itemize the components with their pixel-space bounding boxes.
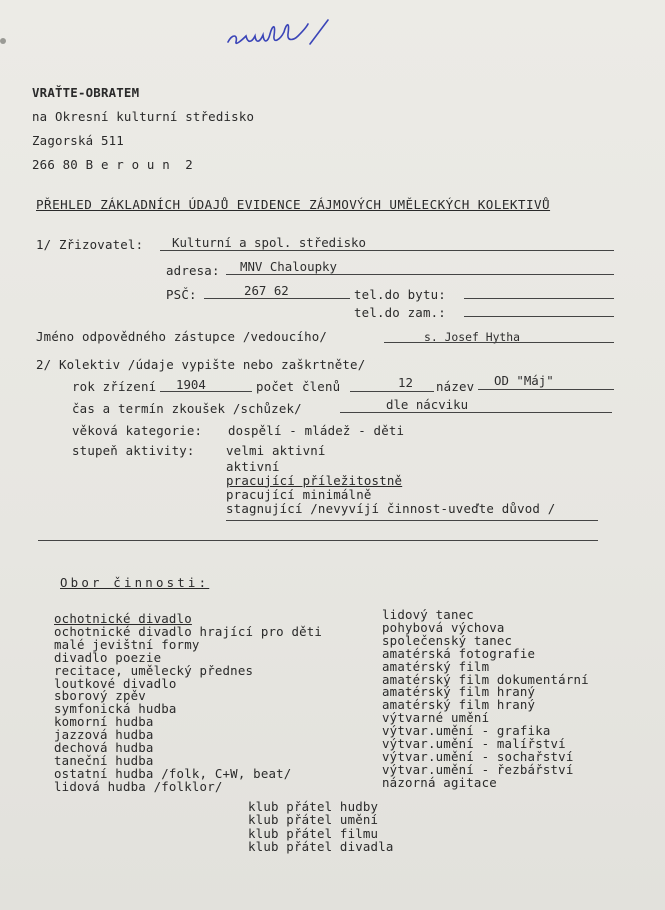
fill-line (204, 298, 350, 299)
obor-left-item: dechová hudba (54, 740, 154, 755)
value-zrizovatel: Kulturní a spol. středisko (172, 235, 366, 250)
obor-left-item: recitace, umělecký přednes (54, 662, 254, 678)
obor-right-item: výtvar.umění - sochařství (382, 748, 574, 764)
obor-club-item: klub přátel divadla (248, 839, 394, 855)
obor-left-item: divadlo poezie (54, 649, 162, 665)
vekova-kategorie-options: dospělí - mládež - děti (228, 423, 405, 438)
return-notice: VRAŤTE-OBRATEM (32, 85, 140, 100)
label-pocet: počet členů (256, 379, 341, 394)
recipient-city: 266 80 B e r o u n 2 (32, 157, 193, 172)
obor-right-item: výtvar.umění - malířství (382, 736, 566, 751)
fill-line (478, 389, 614, 390)
obor-left-item: symfonická hudba (54, 701, 177, 717)
handwritten-note (222, 14, 332, 54)
value-pocet: 12 (398, 375, 413, 390)
obor-right-item: lidový tanec (382, 607, 474, 622)
obor-left-item: ochotnické divadlo (54, 611, 192, 626)
obor-title: Obor činnosti: (60, 575, 210, 590)
fill-line (226, 274, 614, 275)
value-psc: 267 62 (244, 283, 289, 298)
obor-left-item: ochotnické divadlo hrající pro děti (54, 623, 323, 639)
obor-left-item: jazzová hudba (54, 727, 154, 743)
fill-line (160, 250, 614, 251)
form-title: PŘEHLED ZÁKLADNÍCH ÚDAJŮ EVIDENCE ZÁJMOVÝCH UMĚLECKÝCH KOLEKTIVŮ (36, 197, 551, 212)
recipient-street: Zagorská 511 (32, 133, 124, 148)
label-cas: čas a termín zkoušek /schůzek/ (72, 401, 302, 416)
label-stupen-aktivity: stupeň aktivity: (72, 443, 195, 458)
fill-line (160, 391, 252, 392)
value-rok: 1904 (176, 377, 206, 392)
obor-right-item: pohybová výchova (382, 619, 505, 635)
label-rok: rok zřízení (72, 379, 157, 394)
obor-club-item: klub přátel filmu (248, 825, 379, 841)
obor-left-item: ostatní hudba /folk, C+W, beat/ (54, 765, 292, 781)
label-psc: PSČ: (166, 287, 197, 302)
value-cas: dle nácviku (386, 397, 469, 412)
obor-left-item: lidová hudba /folklor/ (54, 778, 223, 794)
fill-line (226, 520, 598, 521)
fill-line (464, 298, 614, 299)
obor-right-item: výtvar.umění - grafika (382, 723, 551, 739)
label-jmeno: Jméno odpovědného zástupce /vedoucího/ (36, 329, 328, 344)
aktivita-option: stagnující /nevyvíjí činnost-uveďte důvod / (226, 501, 556, 516)
fill-line (38, 540, 598, 541)
recipient-line: na Okresní kulturní středisko (32, 109, 255, 124)
value-nazev: OD "Máj" (494, 373, 554, 388)
obor-club-item: klub přátel hudby (248, 799, 379, 814)
value-adresa: MNV Chaloupky (240, 259, 337, 274)
aktivita-option: velmi aktivní (226, 443, 326, 458)
label-zrizovatel: 1/ Zřizovatel: (36, 237, 144, 252)
obor-left-item: malé jevištní formy (54, 636, 200, 652)
obor-left-item: komorní hudba (54, 714, 154, 730)
obor-right-item: amatérský film (382, 658, 490, 674)
obor-club-item: klub přátel umění (248, 812, 379, 828)
fill-line (350, 391, 434, 392)
obor-left-item: taneční hudba (54, 752, 154, 768)
aktivita-option: pracující minimálně (226, 487, 372, 502)
obor-left-item: sborový zpěv (54, 688, 146, 704)
punch-hole (0, 38, 6, 44)
fill-line (464, 316, 614, 317)
label-tel-zam: tel.do zam.: (354, 305, 446, 320)
obor-right-item: amatérský film hraný (382, 697, 536, 713)
label-tel-byt: tel.do bytu: (354, 287, 446, 302)
value-jmeno: s. Josef Hytha (424, 330, 521, 344)
obor-right-item: společenský tanec (382, 632, 513, 648)
label-adresa: adresa: (166, 263, 220, 278)
obor-right-item: amatérský film hraný (382, 684, 536, 700)
obor-right-item: amatérská fotografie (382, 645, 536, 661)
obor-right-item: výtvar.umění - řezbářství (382, 761, 574, 777)
fill-line (384, 342, 614, 343)
label-nazev: název (436, 379, 475, 394)
aktivita-option: aktivní (226, 459, 280, 474)
obor-right-item: výtvarné umění (382, 710, 490, 726)
fill-line (340, 412, 612, 413)
label-kolektiv: 2/ Kolektiv /údaje vypište nebo zaškrtněte/ (36, 357, 366, 372)
obor-right-item: amatérský film dokumentární (382, 671, 589, 687)
obor-left-item: loutkové divadlo (54, 675, 177, 691)
obor-right-item: názorná agitace (382, 774, 497, 790)
label-vekova-kategorie: věková kategorie: (72, 423, 203, 438)
aktivita-option-selected: pracující příležitostně (226, 473, 403, 488)
